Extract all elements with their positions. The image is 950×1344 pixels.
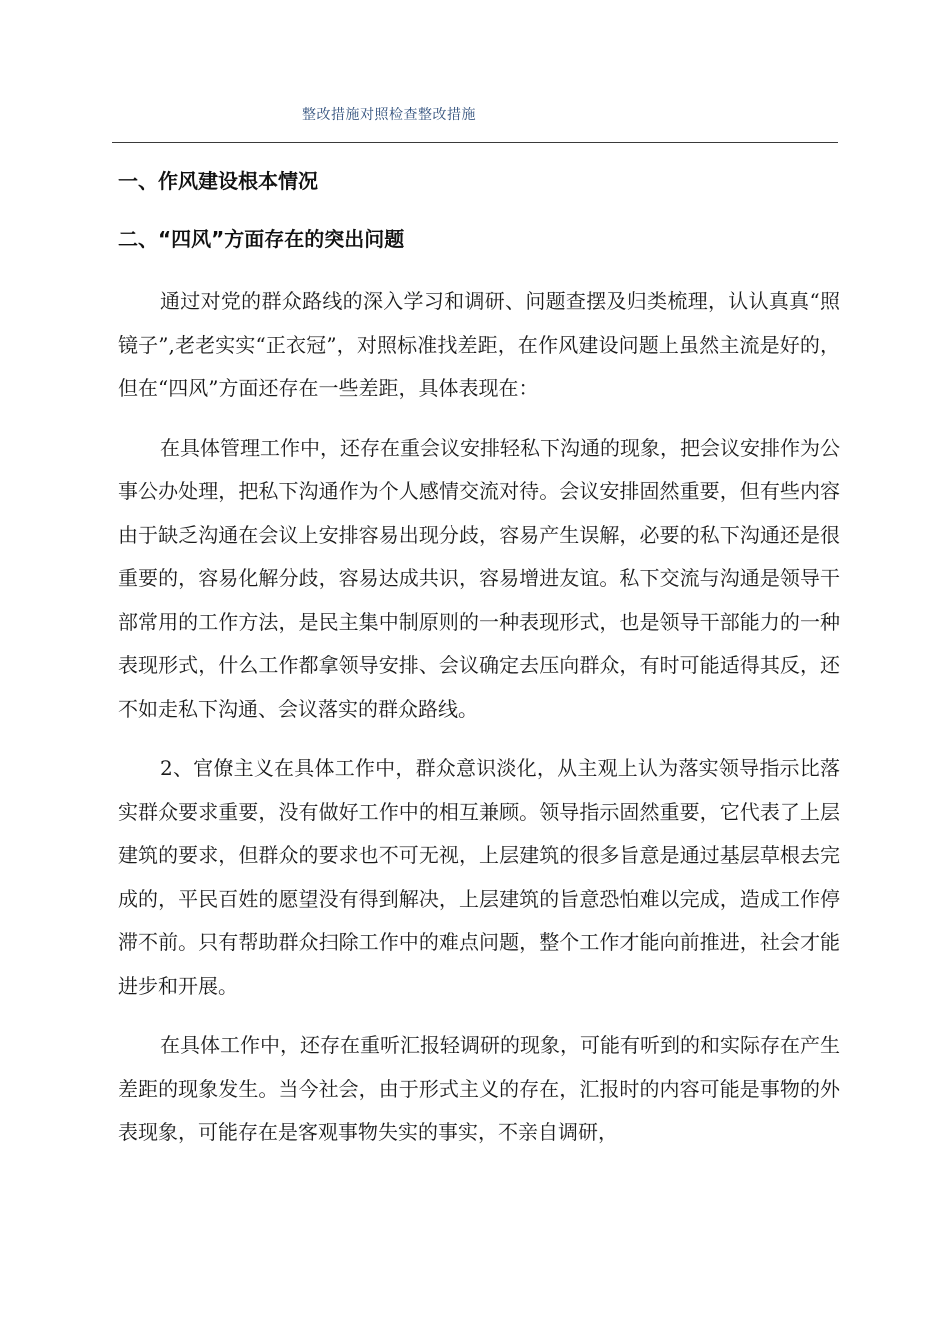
section-heading-2: 二、“四风”方面存在的突出问题	[118, 227, 405, 251]
paragraph-2: 在具体管理工作中，还存在重会议安排轻私下沟通的现象，把会议安排作为公事公办处理，把私下沟通作为个人感情交流对待。会议安排固然重要，但有些内容由于缺乏沟通在会议上安排容易出现分歧，容易产生误解，必要的私下沟通还是很重要的，容易化解分歧，容易达成共识，容易增进友谊。私下交流与沟通是领导干部常用的工作方法，是民主集中制原则的一种表现形式，也是领导干部能力的一种表现形式，什么工作都拿领导安排、会议确定去压向群众，有时可能适得其反，还不如走私下沟通、会议落实的群众路线。	[118, 435, 840, 721]
paragraph-3: 2、官僚主义在具体工作中，群众意识淡化，从主观上认为落实领导指示比落实群众要求重要，没有做好工作中的相互兼顾。领导指示固然重要，它代表了上层建筑的要求，但群众的要求也不可无视，上层建筑的很多旨意是通过基层草根去完成的，平民百姓的愿望没有得到解决，上层建筑的旨意恐怕难以完成，造成工作停滞不前。只有帮助群众扫除工作中的难点问题，整个工作才能向前推进，社会才能进步和开展。	[118, 756, 840, 998]
header-divider	[112, 142, 838, 143]
running-header: 整改措施对照检查整改措施	[302, 107, 476, 123]
paragraph-4: 在具体工作中，还存在重听汇报轻调研的现象，可能有听到的和实际存在产生差距的现象发生。当今社会，由于形式主义的存在，汇报时的内容可能是事物的外表现象，可能存在是客观事物失实的事实，不亲自调研，	[118, 1033, 840, 1144]
paragraph-1: 通过对党的群众路线的深入学习和调研、问题查摆及归类梳理，认认真真“照镜子”,老老实实“正衣冠”，对照标准找差距，在作风建设问题上虽然主流是好的，但在“四风”方面还存在一些差距，具体表现在：	[118, 289, 840, 400]
document-body	[118, 164, 840, 1155]
section-heading-1: 一、作风建设根本情况	[118, 169, 318, 193]
